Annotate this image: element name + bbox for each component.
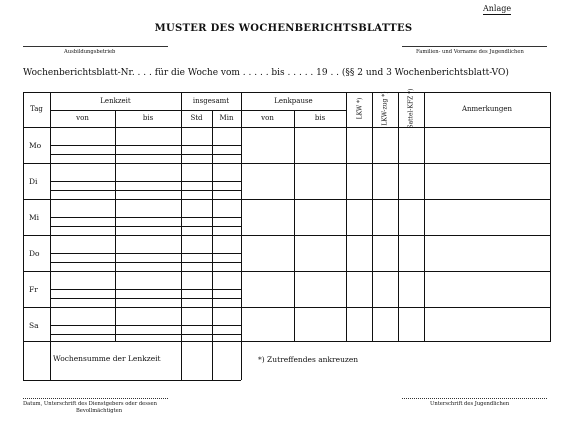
header-lkw: LKW *) xyxy=(356,97,364,120)
footnote: *) Zutreffendes ankreuzen xyxy=(258,355,359,364)
jugendlicher-signature-caption: Unterschrift des Jugendlichen xyxy=(430,401,510,407)
header-lenkzeit: Lenkzeit xyxy=(100,97,131,105)
day-fr: Fr xyxy=(29,285,38,294)
header-insgesamt: insgesamt xyxy=(192,97,230,105)
day-di: Di xyxy=(29,177,38,186)
header-lkw-zug: LKW-zug *) xyxy=(381,91,389,126)
header-anmerkungen: Anmerkungen xyxy=(461,105,513,113)
jugendlicher-name-caption: Familien- und Vorname des Jugendlichen xyxy=(416,49,524,55)
ausbildungsbetrieb-caption: Ausbildungsbetrieb xyxy=(64,49,116,55)
header-sattel-kfz: Sattel-KFZ *) xyxy=(407,88,415,129)
page-title: MUSTER DES WOCHENBERICHTSBLATTES xyxy=(154,23,413,34)
header-lenkzeit-bis: bis xyxy=(142,114,154,122)
weekly-sum-label: Wochensumme der Lenkzeit xyxy=(53,354,161,363)
header-min: Min xyxy=(219,114,234,122)
day-sa: Sa xyxy=(29,321,39,330)
dienstgeber-signature-line xyxy=(23,398,168,399)
header-tag: Tag xyxy=(30,105,43,113)
day-do: Do xyxy=(29,249,40,258)
dienstgeber-signature-caption-2: Bevollmächtigten xyxy=(76,408,123,414)
header-lenkpause: Lenkpause xyxy=(274,97,313,105)
jugendlicher-signature-line xyxy=(402,398,547,399)
header-std: Std xyxy=(190,114,203,122)
day-mo: Mo xyxy=(29,141,42,150)
header-lenkzeit-von: von xyxy=(76,114,89,122)
day-mi: Mi xyxy=(29,213,40,222)
anlage-label: Anlage xyxy=(483,4,512,13)
header-lenkpause-bis: bis xyxy=(314,114,326,122)
dienstgeber-signature-caption-1: Datum, Unterschrift des Dienstgebers oder dessen xyxy=(23,401,157,407)
header-lenkpause-von: von xyxy=(261,114,274,122)
form-subtitle: Wochenberichtsblatt-Nr. . . . für die Woche vom . . . . . bis . . . . . 19 . . (§§ 2 und 3 Wochenberichtsblatt-VO) xyxy=(23,68,509,78)
